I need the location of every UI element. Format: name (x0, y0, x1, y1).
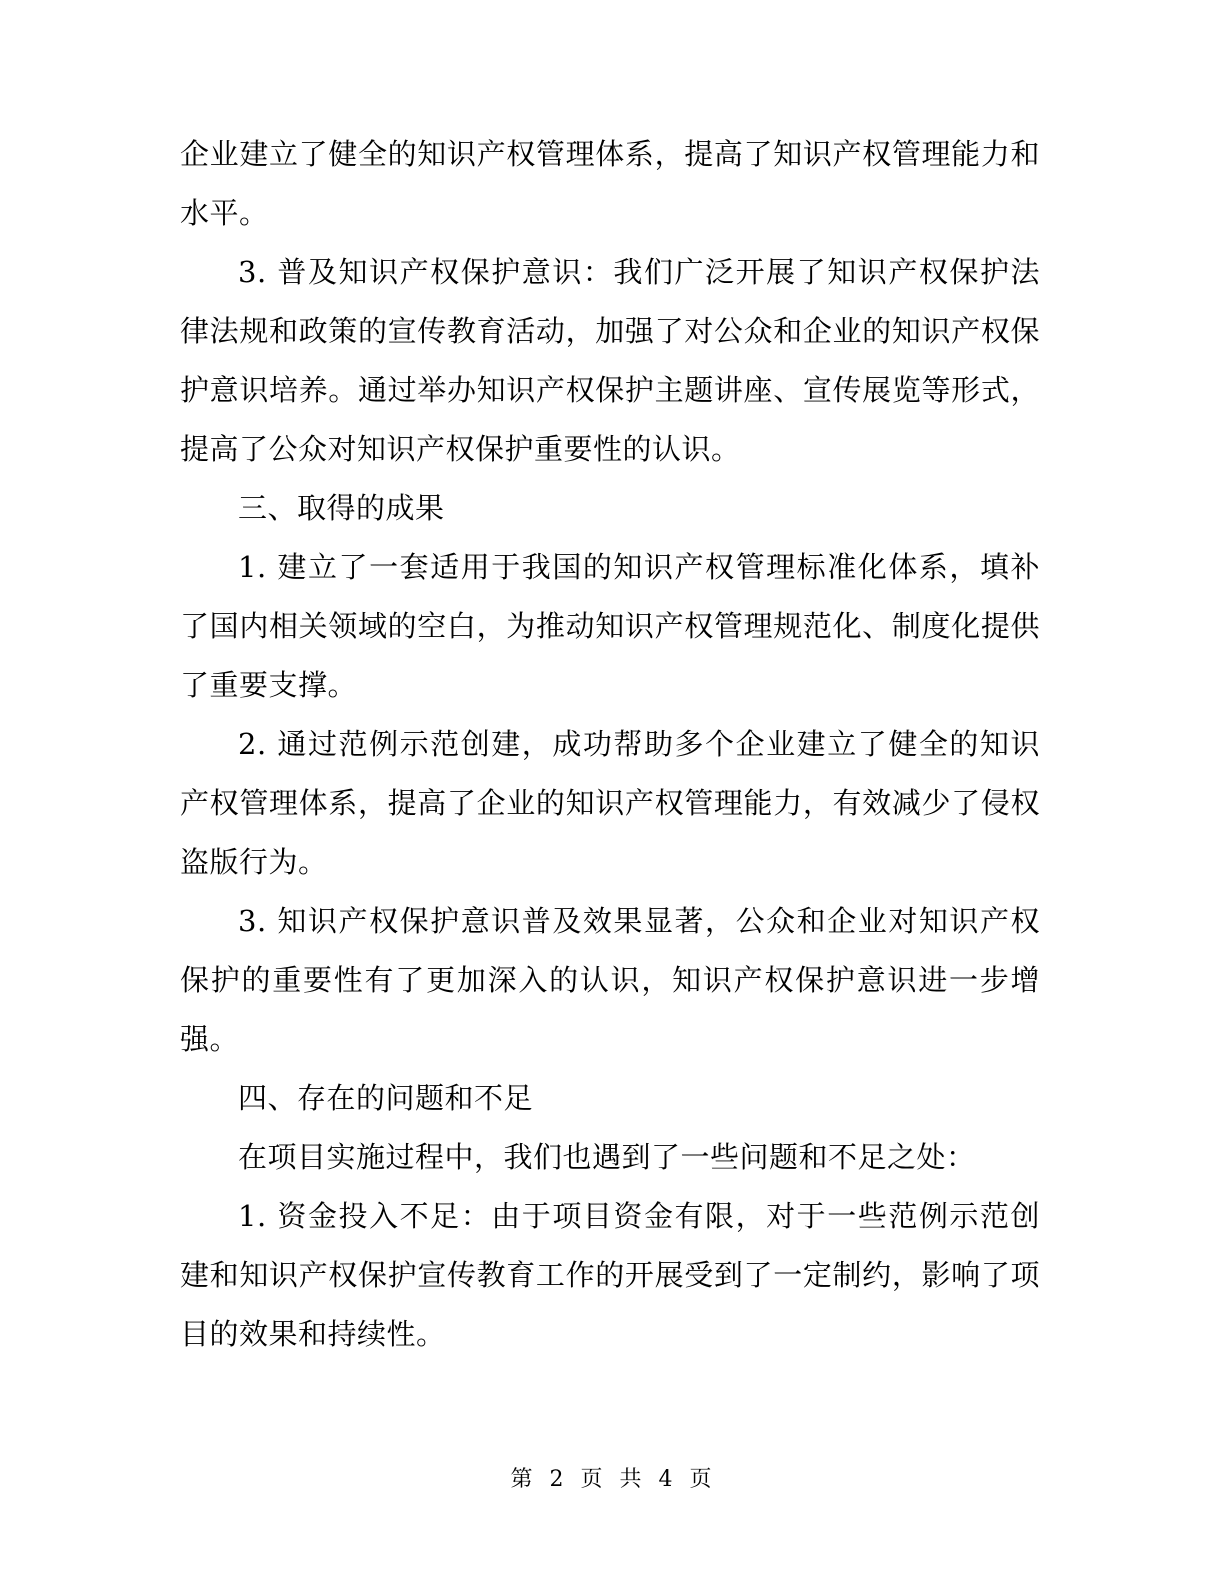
paragraph-result-2: 2. 通过范例示范创建，成功帮助多个企业建立了健全的知识产权管理体系，提高了企业的知识产权管理能力，有效减少了侵权盗版行为。 (180, 727, 1040, 879)
paragraph-problem-1: 1. 资金投入不足：由于项目资金有限，对于一些范例示范创建和知识产权保护宣传教育工作的开展受到了一定制约，影响了项目的效果和持续性。 (180, 1199, 1040, 1351)
paragraph-result-3: 3. 知识产权保护意识普及效果显著，公众和企业对知识产权保护的重要性有了更加深入的认识，知识产权保护意识进一步增强。 (180, 904, 1040, 1056)
section-heading-results: 三、取得的成果 (238, 491, 445, 525)
paragraph-problems-intro: 在项目实施过程中，我们也遇到了一些问题和不足之处： (238, 1140, 976, 1174)
section-heading-problems: 四、存在的问题和不足 (238, 1081, 534, 1115)
body-text (180, 125, 1040, 1364)
paragraph-result-1: 1. 建立了一套适用于我国的知识产权管理标准化体系，填补了国内相关领域的空白，为推动知识产权管理规范化、制度化提供了重要支撑。 (180, 550, 1040, 702)
page-footer: 第 2 页 共 4 页 (510, 1467, 714, 1492)
paragraph-continuation: 企业建立了健全的知识产权管理体系，提高了知识产权管理能力和水平。 (180, 137, 1040, 230)
paragraph-item-3-awareness: 3. 普及知识产权保护意识：我们广泛开展了知识产权保护法律法规和政策的宣传教育活动，加强了对公众和企业的知识产权保护意识培养。通过举办知识产权保护主题讲座、宣传展览等形式，提高了公众对知识产权保护重要性的认识。 (180, 255, 1040, 466)
